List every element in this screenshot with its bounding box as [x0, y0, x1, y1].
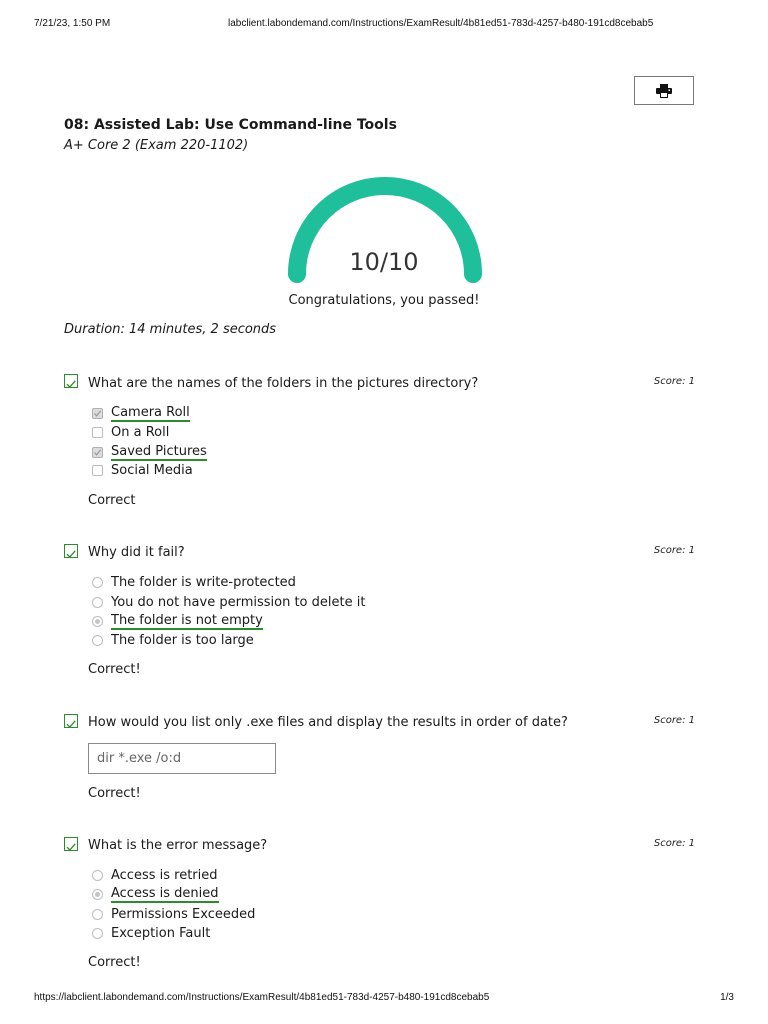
print-page-number: 1/3	[720, 992, 734, 1003]
question-1-text: What are the names of the folders in the pictures directory?	[88, 376, 479, 391]
print-footer-url: https://labclient.labondemand.com/Instructions/ExamResult/4b81ed51-783d-4257-b480-191cd8cebab5	[34, 992, 490, 1003]
question-2-text: Why did it fail?	[88, 545, 185, 560]
question-1-option-4	[92, 461, 193, 479]
question-4-option-3	[92, 905, 255, 923]
pass-message: Congratulations, you passed!	[288, 293, 480, 308]
checkbox[interactable]	[92, 465, 103, 476]
question-3-score: Score: 1	[653, 715, 695, 726]
radio-button[interactable]	[92, 635, 103, 646]
option-label: Permissions Exceeded	[111, 906, 256, 922]
answer-input[interactable]	[88, 743, 276, 774]
question-1-correct-icon	[64, 374, 78, 388]
option-label: Camera Roll	[111, 404, 190, 420]
question-3-correct-icon	[64, 714, 78, 728]
checkbox[interactable]	[92, 427, 103, 438]
question-2-option-2	[92, 593, 365, 611]
option-label: Access is retried	[111, 867, 218, 883]
option-label: On a Roll	[111, 424, 170, 440]
radio-button[interactable]	[92, 889, 103, 900]
print-button[interactable]	[634, 76, 694, 105]
radio-button[interactable]	[92, 616, 103, 627]
option-label: Saved Pictures	[111, 443, 207, 459]
radio-button[interactable]	[92, 928, 103, 939]
radio-button[interactable]	[92, 577, 103, 588]
exam-duration: Duration: 14 minutes, 2 seconds	[64, 322, 277, 337]
print-timestamp: 7/21/23, 1:50 PM	[34, 18, 111, 29]
printer-icon	[656, 84, 672, 98]
checkbox[interactable]	[92, 408, 103, 419]
checkbox[interactable]	[92, 447, 103, 458]
question-1-option-3	[92, 443, 207, 461]
score-value: 10/10	[349, 248, 419, 276]
radio-button[interactable]	[92, 909, 103, 920]
exam-subtitle: A+ Core 2 (Exam 220-1102)	[64, 138, 249, 153]
question-2-option-1	[92, 573, 296, 591]
radio-button[interactable]	[92, 597, 103, 608]
question-3-text: How would you list only .exe files and display the results in order of date?	[88, 715, 568, 730]
question-4-option-1	[92, 866, 218, 884]
question-2-result: Correct!	[88, 662, 141, 677]
question-4-option-2	[92, 885, 219, 903]
question-1-score: Score: 1	[653, 376, 695, 387]
question-1-result: Correct	[88, 493, 136, 508]
question-2-score: Score: 1	[653, 545, 695, 556]
question-2-option-3	[92, 612, 263, 630]
question-4-option-4	[92, 924, 210, 942]
question-1-option-1	[92, 404, 190, 422]
question-2-option-4	[92, 631, 254, 649]
option-label: Social Media	[111, 462, 193, 478]
question-4-score: Score: 1	[653, 838, 695, 849]
option-label: Access is denied	[111, 885, 219, 901]
print-header-url: labclient.labondemand.com/Instructions/ExamResult/4b81ed51-783d-4257-b480-191cd8cebab5	[228, 18, 654, 29]
option-label: Exception Fault	[111, 925, 211, 941]
question-4-text: What is the error message?	[88, 838, 268, 853]
radio-button[interactable]	[92, 870, 103, 881]
question-3-result: Correct!	[88, 786, 141, 801]
question-1-option-2	[92, 423, 169, 441]
question-4-result: Correct!	[88, 955, 141, 970]
option-label: You do not have permission to delete it	[111, 594, 366, 610]
question-2-correct-icon	[64, 544, 78, 558]
option-label: The folder is not empty	[111, 612, 263, 628]
exam-title: 08: Assisted Lab: Use Command-line Tools	[64, 117, 397, 133]
question-4-correct-icon	[64, 837, 78, 851]
option-label: The folder is write-protected	[111, 574, 296, 590]
option-label: The folder is too large	[111, 632, 254, 648]
